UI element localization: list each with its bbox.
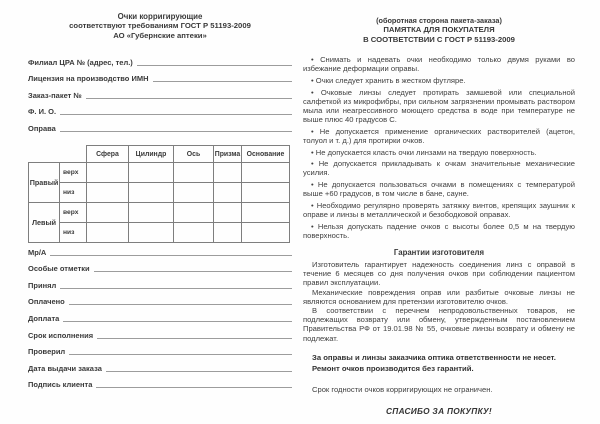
rx-cell (129, 163, 174, 183)
form-title-line2: соответствуют требованиям ГОСТ Р 51193-2009 (69, 21, 251, 31)
row-label-top: верх (60, 163, 87, 183)
warranty-title: Гарантии изготовителя (393, 248, 485, 257)
field-branch (28, 50, 292, 67)
rx-cell (214, 183, 242, 203)
field-label: Заказ-пакет № (28, 90, 82, 100)
field-label: Ф. И. О. (28, 107, 57, 117)
column-header-sphere: Сфера (87, 146, 129, 163)
rx-cell (174, 163, 214, 183)
field-blank-line (106, 370, 292, 372)
field-blank-line (86, 97, 292, 99)
field-blank-line (137, 64, 292, 66)
memo-bullet: • Очки следует хранить в жестком футляре. (303, 76, 575, 85)
field-completion-term (28, 323, 292, 340)
field-special-notes (28, 257, 292, 274)
rx-cell (242, 163, 290, 183)
memo-title: ПАМЯТКА ДЛЯ ПОКУПАТЕЛЯ (383, 25, 495, 35)
field-accepted-by (28, 273, 292, 290)
form-fields-top (28, 50, 292, 133)
column-header-cylinder: Цилиндр (129, 146, 174, 163)
field-license (28, 67, 292, 84)
field-label: Филиал ЦРА № (адрес, тел.) (28, 57, 133, 67)
warranty-paragraph: Изготовитель гарантирует надежность соединения линз с оправой в течение 6 месяцев со дня получения очков при соблюдении пациентом правил эксплуатации. (303, 260, 575, 288)
field-order-packet-number (28, 83, 292, 100)
row-label-bottom: низ (60, 183, 87, 203)
memo-bullet: • Не допускается класть очки линзами на твердую поверхность. (303, 148, 575, 157)
field-label: Принял (28, 280, 57, 290)
rx-cell (242, 203, 290, 223)
thanks-message: СПАСИБО ЗА ПОКУПКУ! (386, 405, 492, 416)
field-label: Срок исполнения (28, 330, 94, 340)
buyer-memo-side (303, 0, 575, 416)
field-frame (28, 116, 292, 133)
field-label: Оплачено (28, 297, 65, 307)
rx-cell (214, 163, 242, 183)
field-blank-line (60, 130, 292, 132)
field-full-name (28, 100, 292, 117)
field-client-signature (28, 373, 292, 390)
field-blank-line (50, 254, 292, 256)
memo-bullet-list (303, 55, 575, 240)
field-label: Особые отметки (28, 264, 90, 274)
form-title (28, 12, 292, 40)
field-blank-line (97, 337, 292, 339)
column-header-base: Основание (242, 146, 290, 163)
rx-cell (214, 203, 242, 223)
rx-cell (174, 203, 214, 223)
liability-statement (303, 352, 575, 375)
memo-bullet: • Снимать и надевать очки необходимо только двумя руками во избежание деформации оправы. (303, 55, 575, 73)
rx-cell (242, 183, 290, 203)
rx-cell (87, 203, 129, 223)
prescription-table (28, 145, 290, 243)
row-label-bottom: низ (60, 223, 87, 243)
liability-line: За оправы и линзы заказчика оптика ответственности не несет. (312, 352, 556, 362)
field-blank-line (94, 270, 292, 272)
field-checked-by (28, 340, 292, 357)
field-blank-line (153, 80, 292, 82)
field-label: Дата выдачи заказа (28, 363, 102, 373)
column-header-prism: Призма (214, 146, 242, 163)
field-blank-line (60, 287, 292, 289)
field-issue-date (28, 356, 292, 373)
order-form-side (28, 0, 292, 424)
rx-cell (129, 183, 174, 203)
row-label-right-eye: Правый (29, 163, 60, 203)
form-fields-bottom (28, 240, 292, 389)
field-blank-line (69, 353, 292, 355)
field-paid (28, 290, 292, 307)
rx-cell (87, 183, 129, 203)
field-label: Лицензия на производство ИМН (28, 74, 149, 84)
field-label: Проверил (28, 347, 66, 357)
memo-header (303, 16, 575, 44)
warranty-paragraph: В соответствии с перечнем непродовольственных товаров, не подлежащих возврату или обмену, утвержденным постановлением Правительства РФ от 19.01.98 № 55, очковые линзы возврату и обмену не подлежат. (303, 306, 575, 343)
form-title-line1: Очки корригирующие (117, 12, 203, 21)
memo-bullet: • Не допускается применение органических растворителей (ацетон, толуол и т. д.) для протирки очков. (303, 127, 575, 145)
field-label: Доплата (28, 313, 60, 323)
rx-cell (174, 183, 214, 203)
field-mra (28, 240, 292, 257)
memo-bullet: • Нельзя допускать падение очков с высоты более 0,5 м на твердую поверхность. (303, 222, 575, 240)
form-title-line3: АО «Губернские аптеки» (113, 30, 207, 40)
row-label-top: верх (60, 203, 87, 223)
column-header-axis: Ось (174, 146, 214, 163)
rx-cell (129, 203, 174, 223)
liability-line: Ремонт очков производится без гарантий. (312, 364, 474, 374)
memo-bullet: • Не допускается пользоваться очками в помещениях с температурой выше +60 градусов, в том числе в бане, сауне. (303, 180, 575, 198)
field-blank-line (60, 113, 292, 115)
memo-reverse-note: (оборотная сторона пакета-заказа) (376, 16, 502, 25)
rx-cell (87, 163, 129, 183)
memo-bullet: • Не допускается прикладывать к очкам значительные механические усилия. (303, 159, 575, 177)
row-label-left-eye: Левый (29, 203, 60, 243)
field-label: Мр/А (28, 247, 47, 257)
table-corner-blank (29, 146, 87, 163)
field-surcharge (28, 306, 292, 323)
field-blank-line (96, 386, 292, 388)
field-label: Подпись клиента (28, 380, 93, 390)
memo-bullet: • Необходимо регулярно проверять затяжку винтов, крепящих заушник к оправе и линзы в металлической и безободковой оправах. (303, 201, 575, 219)
field-label: Оправа (28, 123, 56, 133)
shelf-life-note: Срок годности очков корригирующих не ограничен. (312, 384, 493, 394)
memo-subtitle: В СООТВЕТСТВИИ С ГОСТ Р 51193-2009 (363, 34, 515, 44)
field-blank-line (69, 303, 292, 305)
warranty-paragraph: Механические повреждения оправ или разбитые очковые линзы не являются основанием для претензии изготовителю очков. (303, 287, 575, 306)
field-blank-line (63, 320, 292, 322)
memo-bullet: • Очковые линзы следует протирать замшевой или специальной салфеткой из микрофибры, при сильном загрязнении промывать раствором мыла или неагрессивного моющего средства в воде при температуре не выше плюс 40 градусов С. (303, 88, 575, 125)
